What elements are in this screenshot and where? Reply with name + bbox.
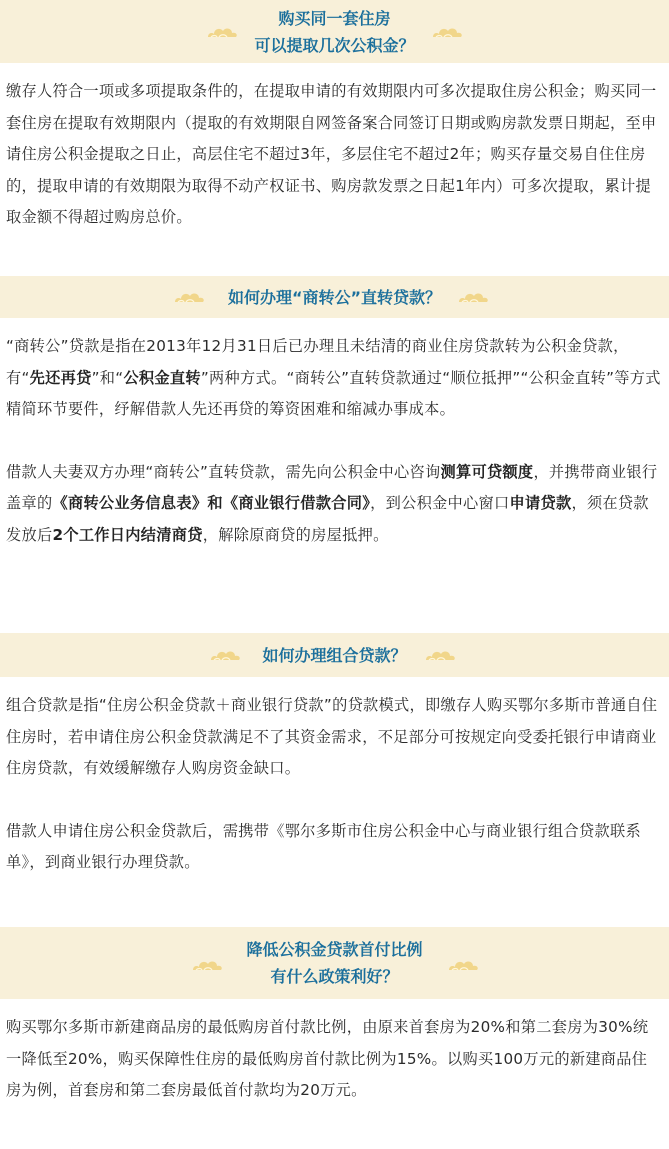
- section-header-3: [0, 633, 669, 677]
- cloud-icon: [456, 288, 490, 306]
- section-title-line: 购买同一套住房: [278, 8, 391, 28]
- section-title-line: 有什么政策利好？: [270, 967, 399, 986]
- section-header-4: [0, 927, 669, 999]
- paragraph: [6, 690, 661, 785]
- paragraph-text: ，须在贷款发放后: [6, 494, 649, 544]
- section-header-1: [0, 0, 669, 63]
- emphasis-text: 申请贷款: [509, 494, 572, 512]
- section-title-3: [262, 642, 406, 669]
- cloud-icon: [446, 956, 480, 974]
- paragraph-text: ”两种方式。“商转公”直转贷款通过“顺位抵押”“公积金直转”等方式精简环节要件，纾解借款人先还再贷的筹资困难和缩减办事成本。: [6, 368, 661, 418]
- paragraph-text: ，解除原商贷的房屋抵押。: [202, 525, 389, 544]
- emphasis-text: 测算可贷额度: [440, 462, 534, 481]
- paragraph-text: ，并携带商业银行盖章的: [6, 462, 658, 512]
- cloud-icon: [430, 23, 464, 41]
- emphasis-text: 公积金直转: [123, 368, 201, 387]
- paragraph: [6, 76, 661, 234]
- section-title-2: [228, 284, 441, 311]
- section-title-4: [246, 936, 422, 990]
- section-title-1: [254, 5, 414, 59]
- paragraph: [6, 1012, 661, 1107]
- section-title-line: 如何办理“商转公”直转贷款？: [227, 287, 442, 307]
- cloud-icon: [208, 646, 242, 664]
- section-body-3: [0, 677, 669, 927]
- paragraph: [6, 331, 661, 426]
- paragraph: [6, 457, 661, 552]
- paragraph: [6, 816, 661, 879]
- paragraph-text: ，到公积金中心窗口: [370, 494, 510, 512]
- section-title-line: 降低公积金贷款首付比例: [246, 940, 423, 959]
- emphasis-text: 先还再贷: [29, 368, 92, 387]
- section-body-2: [0, 318, 669, 633]
- cloud-icon: [172, 288, 206, 306]
- paragraph-text: 借款人夫妻双方办理“商转公”直转贷款，需先向公积金中心咨询: [6, 462, 441, 481]
- section-title-line: 如何办理组合贷款？: [262, 645, 407, 665]
- section-body-1: [0, 63, 669, 276]
- paragraph-text: 缴存人符合一项或多项提取条件的，在提取申请的有效期限内可多次提取住房公积金；购买同一套住房在提取有效期限内（提取的有效期限自网签备案合同签订日期或购房款发票日期起，至申请住房公积金提取之日止，高层住宅不超过3年，多层住宅不超过2年；购买存量交易自住住房的，提取申请的有效期限为取得不动产权证书、购房款发票之日起1年内）可多次提取，累计提取金额不得超过购房总价。: [6, 82, 657, 226]
- paragraph-text: “商转公”贷款是指在2013年12月31日后已办理且未结清的商业住房贷款转为公积金贷款，有“: [6, 337, 629, 387]
- emphasis-text: 2个工作日内结清商贷: [52, 525, 203, 544]
- paragraph-text: 借款人申请住房公积金贷款后，需携带《鄂尔多斯市住房公积金中心与商业银行组合贷款联系单》，到商业银行办理贷款。: [6, 821, 641, 871]
- section-header-2: [0, 276, 669, 318]
- cloud-icon: [190, 956, 224, 974]
- cloud-icon: [205, 23, 239, 41]
- cloud-icon: [423, 646, 457, 664]
- paragraph-text: 组合贷款是指“住房公积金贷款＋商业银行贷款”的贷款模式，即缴存人购买鄂尔多斯市普通自住住房时，若申请住房公积金贷款满足不了其资金需求，不足部分可按规定向受委托银行申请商业住房贷款，有效缓解缴存人购房资金缺口。: [6, 696, 658, 777]
- section-body-4: [0, 999, 669, 1149]
- paragraph-text: 购买鄂尔多斯市新建商品房的最低购房首付款比例，由原来首套房为20%和第二套房为30%统一降低至20%，购买保障性住房的最低购房首付款比例为15%。以购买100万元的新建商品住房为例，首套房和第二套房最低首付款均为20万元。: [6, 1018, 649, 1099]
- paragraph-text: ”和“: [91, 368, 124, 387]
- section-title-line: 可以提取几次公积金？: [254, 35, 415, 55]
- emphasis-text: 《商转公业务信息表》和《商业银行借款合同》: [52, 494, 371, 512]
